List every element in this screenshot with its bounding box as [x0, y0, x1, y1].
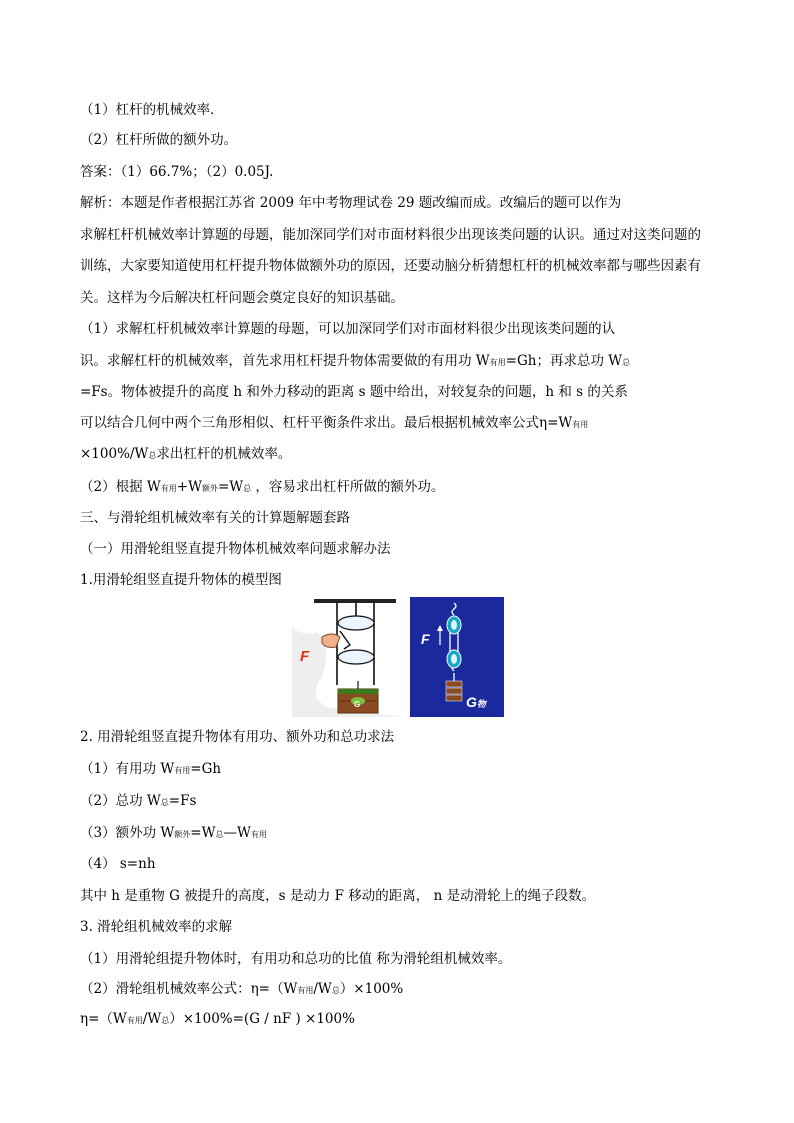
- work-methods-heading: 2. 用滑轮组竖直提升物体有用功、额外功和总功求法: [80, 729, 395, 745]
- model-figure-caption: 1.用滑轮组竖直提升物体的模型图: [80, 572, 282, 588]
- right-weight-label: G物: [466, 694, 486, 710]
- analysis-part-1-line-5: ×100%/W总求出杠杆的机械效率。: [80, 446, 292, 462]
- subsection-heading-1: （一）用滑轮组竖直提升物体机械效率问题求解办法: [80, 541, 391, 557]
- question-part-1: （1）杠杆的机械效率．: [80, 102, 224, 118]
- analysis-line-3: 训练，大家要知道使用杠杆提升物体做额外功的原因，还要动脑分析猜想杠杆的机械效率都与哪些因素有: [80, 258, 701, 274]
- efficiency-definition: （1）用滑轮组提升物体时，有用功和总功的比值 称为滑轮组机械效率。: [80, 951, 512, 967]
- analysis-part-1-line-4: 可以结合几何中两个三角形相似、杠杆平衡条件求出。最后根据机械效率公式η=W有用: [80, 415, 589, 431]
- analysis-part-1-line-2: 识。求解杠杆的机械效率，首先求用杠杆提升物体需要做的有用功 W有用=Gh；再求总功 W总: [80, 353, 631, 369]
- total-work-formula: （2）总功 W总=Fs: [80, 793, 197, 809]
- section-heading-3: 三、与滑轮组机械效率有关的计算题解题套路: [80, 510, 350, 526]
- variable-definitions: 其中 h 是重物 G 被提升的高度，s 是动力 F 移动的距离， n 是动滑轮上的绳子段数。: [80, 888, 596, 904]
- efficiency-heading: 3. 滑轮组机械效率的求解: [80, 919, 233, 935]
- pulley-schematic-diagram: [410, 597, 504, 717]
- efficiency-formula-expanded: η=（W有用/W总）×100%=(G / nF ) ×100%: [80, 1011, 355, 1027]
- answer-line: 答案：（1）66.7%；（2）0.05J.: [80, 164, 274, 180]
- question-part-2: （2）杠杆所做的额外功。: [80, 132, 238, 148]
- analysis-line-2: 求解杠杆机械效率计算题的母题，能加深同学们对市面材料很少出现该类问题的认识。通过对这类问题的: [80, 227, 701, 243]
- efficiency-formula: （2）滑轮组机械效率公式：η=（W有用/W总）×100%: [80, 981, 404, 997]
- distance-formula: （4） s=nh: [80, 856, 156, 872]
- right-force-label: F: [421, 631, 430, 647]
- left-weight-label: G: [354, 700, 361, 709]
- extra-work-formula: （3）额外功 W额外=W总—W有用: [80, 825, 267, 841]
- analysis-part-1-line-3: =Fs。物体被提升的高度 h 和外力移动的距离 s 题中给出，对较复杂的问题，h 和 s 的关系: [80, 384, 628, 400]
- useful-work-formula: （1）有用功 W有用=Gh: [80, 761, 222, 777]
- analysis-line-4: 关。这样为今后解决杠杆问题会奠定良好的知识基础。: [80, 290, 404, 306]
- analysis-part-2: （2）根据 W有用+W额外=W总 ，容易求出杠杆所做的额外功。: [80, 479, 445, 495]
- analysis-part-1-line-1: （1）求解杠杆机械效率计算题的母题，可以加深同学们对市面材料很少出现该类问题的认: [80, 321, 616, 337]
- analysis-line-1: 解析：本题是作者根据江苏省 2009 年中考物理试卷 29 题改编而成。改编后的题可以作为: [80, 195, 622, 211]
- left-force-label: F: [300, 648, 310, 665]
